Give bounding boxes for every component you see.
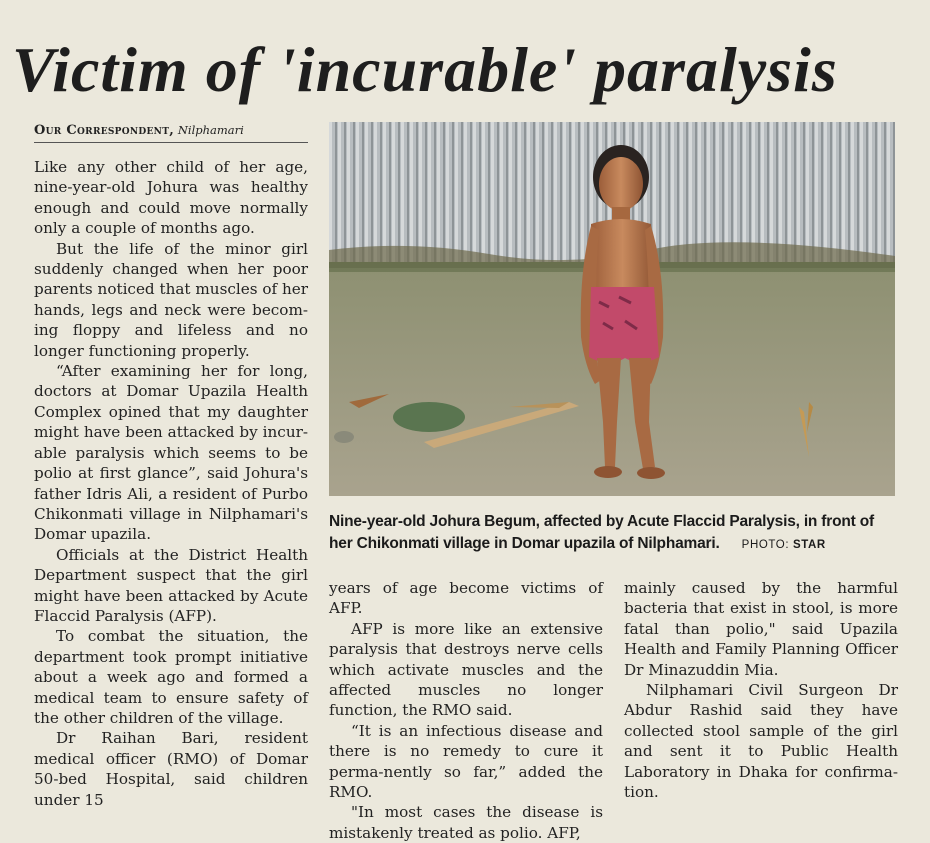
paragraph: mainly caused by the harmful bacteria that exist in stool, is more fatal than polio," said Upazila Health and Family Planning Officer Dr Minazuddin Mia. bbox=[624, 579, 898, 679]
photo-caption bbox=[329, 511, 899, 556]
photo-credit-label: PHOTO: bbox=[741, 539, 790, 551]
byline-place: Nilphamari bbox=[177, 123, 244, 137]
paragraph: To combat the situation, the department took prompt initiative about a week ago and formed a medical team to ensure safety of the other children of the village. bbox=[34, 627, 308, 727]
photo-credit bbox=[742, 539, 826, 551]
byline-author: Our Correspondent, bbox=[34, 123, 175, 138]
news-photo bbox=[329, 122, 895, 496]
paragraph: years of age become victims of AFP. bbox=[329, 579, 603, 618]
headline: Victim of 'incurable' paralysis bbox=[12, 34, 838, 105]
paragraph: Like any other child of her age, nine-year-old Johura was healthy enough and could move normally only a couple of months ago. bbox=[34, 158, 308, 238]
article-column-3 bbox=[624, 578, 898, 802]
paragraph: AFP is more like an extensive paralysis that destroys nerve cells which activate muscles and the affected muscles no longer function, the RMO said. bbox=[329, 619, 603, 720]
photo-caption-text: Nine-year-old Johura Begum, affected by Acute Flaccid Paralysis, in front of her Chikonmati village in Domar upazila of Nilphamari. bbox=[329, 513, 874, 552]
paragraph: "In most cases the disease is mistakenly treated as polio. AFP, bbox=[329, 803, 603, 842]
paragraph: Dr Raihan Bari, resident medical officer (RMO) of Domar 50-bed Hospital, said children under 15 bbox=[34, 729, 308, 809]
photo-credit-source: STAR bbox=[792, 539, 826, 551]
paragraph: “It is an infectious disease and there is no remedy to cure it perma-nently so far,” added the RMO. bbox=[329, 721, 603, 802]
paragraph: Officials at the District Health Department suspect that the girl might have been attacked by Acute Flaccid Paralysis (AFP). bbox=[34, 545, 308, 625]
article-column-1 bbox=[34, 157, 308, 810]
paragraph: “After examining her for long, doctors at Domar Upazila Health Complex opined that my daughter might have been attacked by incur-able paralysis which seems to be polio at first glance”, said Johura's father Idris Ali, a resident of Purbo Chikonmati village in Nilphamari's Domar upazila. bbox=[34, 362, 308, 544]
paragraph: Nilphamari Civil Surgeon Dr Abdur Rashid said they have collected stool sample of the girl and sent it to Public Health Laboratory in Dhaka for confirma-tion. bbox=[624, 681, 898, 802]
article-column-2 bbox=[329, 578, 603, 843]
paragraph: But the life of the minor girl suddenly changed when her poor parents noticed that muscles of her hands, legs and neck were becom-ing floppy and lifeless and no longer functioning properly. bbox=[34, 239, 308, 360]
byline bbox=[34, 123, 308, 143]
